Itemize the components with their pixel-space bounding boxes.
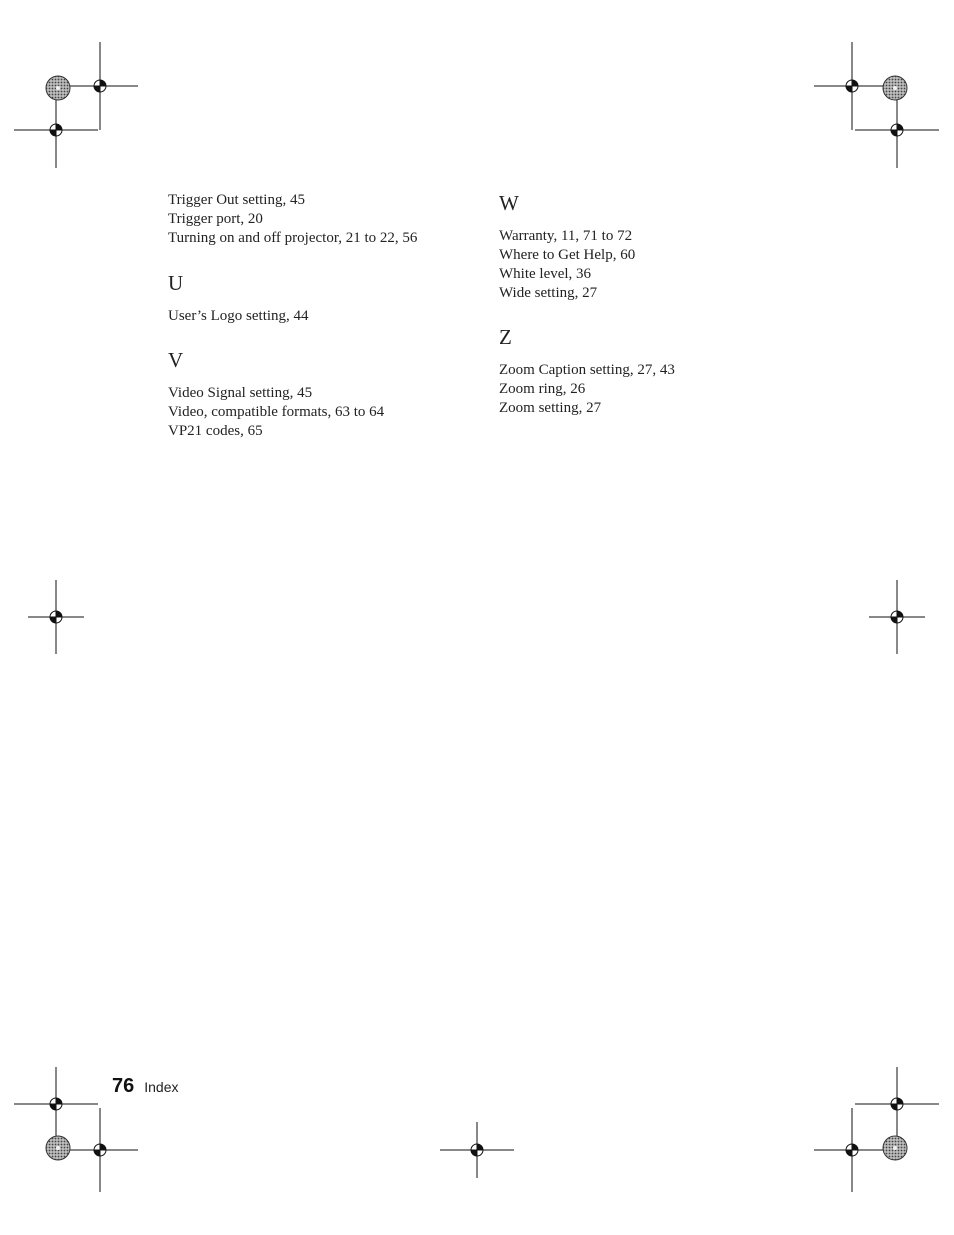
color-target-center [56,1146,60,1150]
index-entry: White level, 36 [499,266,592,282]
index-entry: Zoom Caption setting, 27, 43 [499,362,675,378]
index-entry: Zoom ring, 26 [499,381,586,397]
index-list-v [168,384,468,441]
color-target-center [893,86,897,90]
index-entry: Wide setting, 27 [499,285,598,301]
color-target-center [56,86,60,90]
index-letter-z: Z [499,325,512,349]
index-entry: Zoom setting, 27 [499,400,602,416]
index-entry: VP21 codes, 65 [168,423,263,439]
index-entry: Video Signal setting, 45 [168,385,313,401]
index-entry: Trigger port, 20 [168,211,263,227]
index-entry: Warranty, 11, 71 to 72 [499,228,633,244]
index-letter-w: W [499,191,519,215]
index-list-u [168,307,468,326]
index-letter-u: U [168,271,184,295]
index-entry: Trigger Out setting, 45 [168,192,305,208]
index-letter-v: V [168,348,184,372]
page-number: 76 [112,1075,135,1097]
footer-section-label: Index [144,1079,179,1095]
color-target-center [893,1146,897,1150]
index-list-t-continued [168,191,468,248]
index-entry: User’s Logo setting, 44 [168,308,309,324]
index-list-z [499,361,799,418]
index-list-w [499,227,799,303]
page-footer [112,1075,179,1098]
index-entry: Where to Get Help, 60 [499,247,636,263]
index-column-right [499,191,799,418]
index-entry: Video, compatible formats, 63 to 64 [168,404,385,420]
index-column-left [168,191,468,441]
index-entry: Turning on and off projector, 21 to 22, 56 [168,230,418,246]
